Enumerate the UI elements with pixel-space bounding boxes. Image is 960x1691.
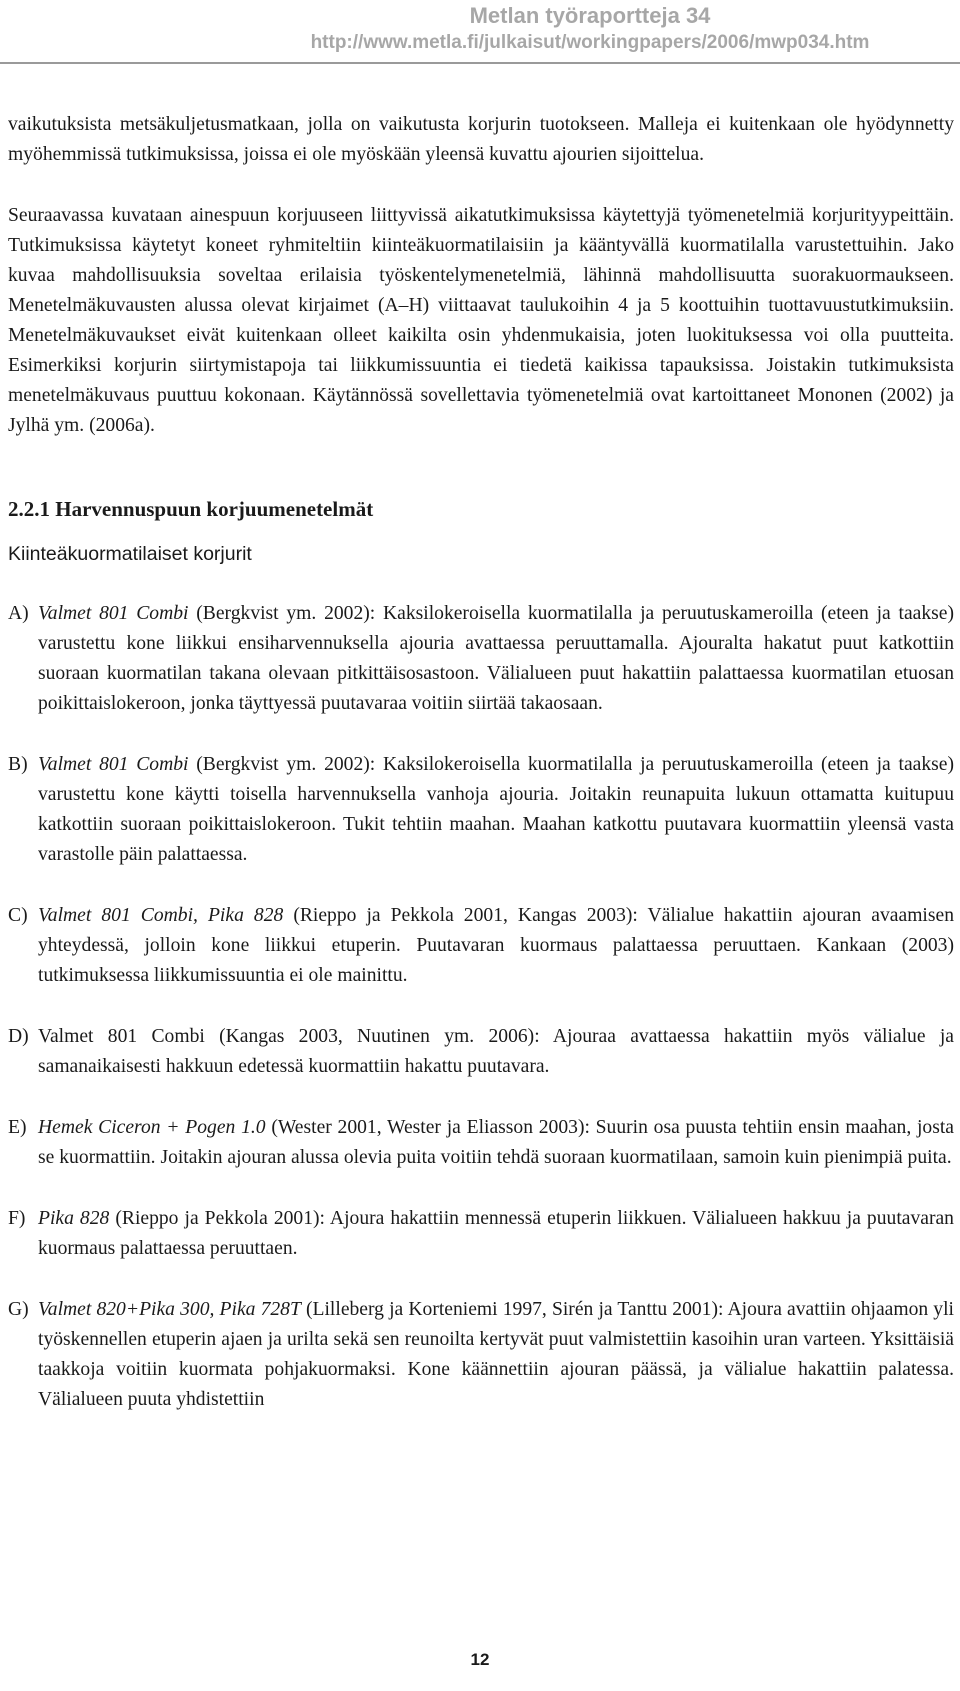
method-description: (Bergkvist ym. 2002): Kaksilokeroisella kuormatilalla ja peruutuskameroilla (eteen ja taakse) varustettu kone käytti toisella harvennuksella vanhoja ajouria. Joitakin reunapuita lukuun ottamatta kuitupuu katkottiin suoraan poikittaislokeroon. Tukit tehtiin maahan. Maahan katkottu puutavara kuormattiin yleensä vasta varastolle päin palattaessa. — [38, 754, 954, 865]
page-header — [0, 2, 960, 56]
method-description: (Kangas 2003, Nuutinen ym. 2006): Ajouraa avattaessa hakattiin myös välialue ja samanaikaisesti hakkuun edetessä kuormattiin hakattu puutavara. — [38, 1026, 954, 1077]
method-description: (Lilleberg ja Korteniemi 1997, Sirén ja Tanttu 2001): Ajoura avattiin ohjaamon yli työskennellen etuperin ajaen ja urilta sekä sen reunoilta kertyvät puut valmistettiin kasoihin uran varteen. Yksittäisiä taakkoja voitiin kuormata pohjakuormaksi. Kone käännettiin ajouran päässä, ja välialue hakattiin palatessa. Välialueen puuta yhdistettiin — [38, 1299, 954, 1410]
method-item-a — [8, 599, 954, 719]
method-description: (Wester 2001, Wester ja Eliasson 2003): Suurin osa puusta tehtiin ensin maahan, josta se kuormattiin. Joitakin ajouran alussa olevia puita voitiin tehdä suoraan kuormatilaan, samoin kuin pienimpiä puita. — [38, 1117, 954, 1168]
section-heading: 2.2.1 Harvennuspuun korjuumenetelmät — [8, 497, 374, 521]
body-text — [8, 110, 954, 1446]
machine-name: Valmet 801 Combi — [38, 754, 189, 775]
item-letter: E) — [8, 1117, 27, 1138]
machine-name: Pika 828 — [38, 1208, 110, 1229]
series-title: Metlan työraportteja 34 — [469, 3, 711, 28]
paragraph-methods: Seuraavassa kuvataan ainespuun korjuuseen liittyvissä aikatutkimuksissa käytettyjä työmenetelmiä korjurityypeittäin. Tutkimuksissa käytetyt koneet ryhmiteltiin kiinteäkuormatilaisiin ja kääntyvällä kuormatilalla varustettuihin. Jako kuvaa mahdollisuuksia soveltaa erilaisia työskentelymenetelmiä, lähinnä mahdollisuutta suorakuormaukseen. Menetelmäkuvausten alussa olevat kirjaimet (A–H) viittaavat taulukoihin 4 ja 5 koottuihin tuottavuustutkimuksiin. Menetelmäkuvaukset eivät kuitenkaan olleet kaikilta osin yhdenmukaisia, joten luokituksessa voi olla puutteita. Esimerkiksi korjurin siirtymistapoja tai liikkumissuuntia ei tiedetä kaikissa tapauksissa. Joistakin tutkimuksista menetelmäkuvaus puuttuu kokonaan. Käytännössä sovellettavia työmenetelmiä ovat kartoittaneet Mononen (2002) ja Jylhä ym. (2006a). — [8, 205, 954, 436]
method-description: (Bergkvist ym. 2002): Kaksilokeroisella kuormatilalla ja peruutuskameroilla (eteen ja taakse) varustettu kone liikkui ensiharvennuksella ajouria avattaessa peruuttamalla. Ajouralta hakatut puut katkottiin suoraan kuormatilan takana olevaan pitkittäisosastoon. Välialueen puut hakattiin palattaessa kuormatilan etuosan poikittaislokeroon, jonka täyttyessä puutavaraa voitiin siirtää takaosaan. — [38, 603, 954, 714]
machine-name: Valmet 801 Combi, Pika 828 — [38, 905, 284, 926]
item-letter: D) — [8, 1026, 29, 1047]
machine-name: Valmet 801 Combi — [38, 603, 189, 624]
machine-name: Valmet 820+Pika 300, Pika 728T — [38, 1299, 301, 1320]
method-item-c — [8, 901, 954, 991]
method-item-f — [8, 1204, 954, 1264]
item-letter: F) — [8, 1208, 26, 1229]
method-item-b — [8, 750, 954, 870]
item-letter: A) — [8, 603, 29, 624]
paragraph-intro: vaikutuksista metsäkuljetusmatkaan, jolla on vaikutusta korjurin tuotokseen. Malleja ei kuitenkaan ole hyödynnetty myöhemmissä tutkimuksissa, joissa ei ole myöskään yleensä kuvattu ajourien sijoittelua. — [8, 114, 954, 165]
method-item-g — [8, 1295, 954, 1415]
publication-url[interactable]: http://www.metla.fi/julkaisut/workingpapers/2006/mwp034.htm — [310, 32, 870, 53]
method-item-e — [8, 1113, 954, 1173]
method-description: (Rieppo ja Pekkola 2001, Kangas 2003): Välialue hakattiin ajouran avaamisen yhteydessä, jolloin kone liikkui etuperin. Puutavaran kuormaus palattaessa peruuttaen. Kankaan (2003) tutkimuksessa liikkumissuuntia ei ole mainittu. — [38, 905, 954, 986]
method-description: (Rieppo ja Pekkola 2001): Ajoura hakattiin mennessä etuperin liikkuen. Välialueen hakkuu ja puutavaran kuormaus palattaessa peruuttaen. — [38, 1208, 954, 1259]
item-letter: C) — [8, 905, 28, 926]
header-divider — [0, 62, 960, 64]
page-number: 12 — [470, 1650, 490, 1669]
machine-name: Valmet 801 Combi — [38, 1026, 205, 1047]
item-letter: G) — [8, 1299, 29, 1320]
item-letter: B) — [8, 754, 28, 775]
method-item-d — [8, 1022, 954, 1082]
subsection-heading: Kiinteäkuormatilaiset korjurit — [8, 543, 252, 565]
machine-name: Hemek Ciceron + Pogen 1.0 — [38, 1117, 266, 1138]
